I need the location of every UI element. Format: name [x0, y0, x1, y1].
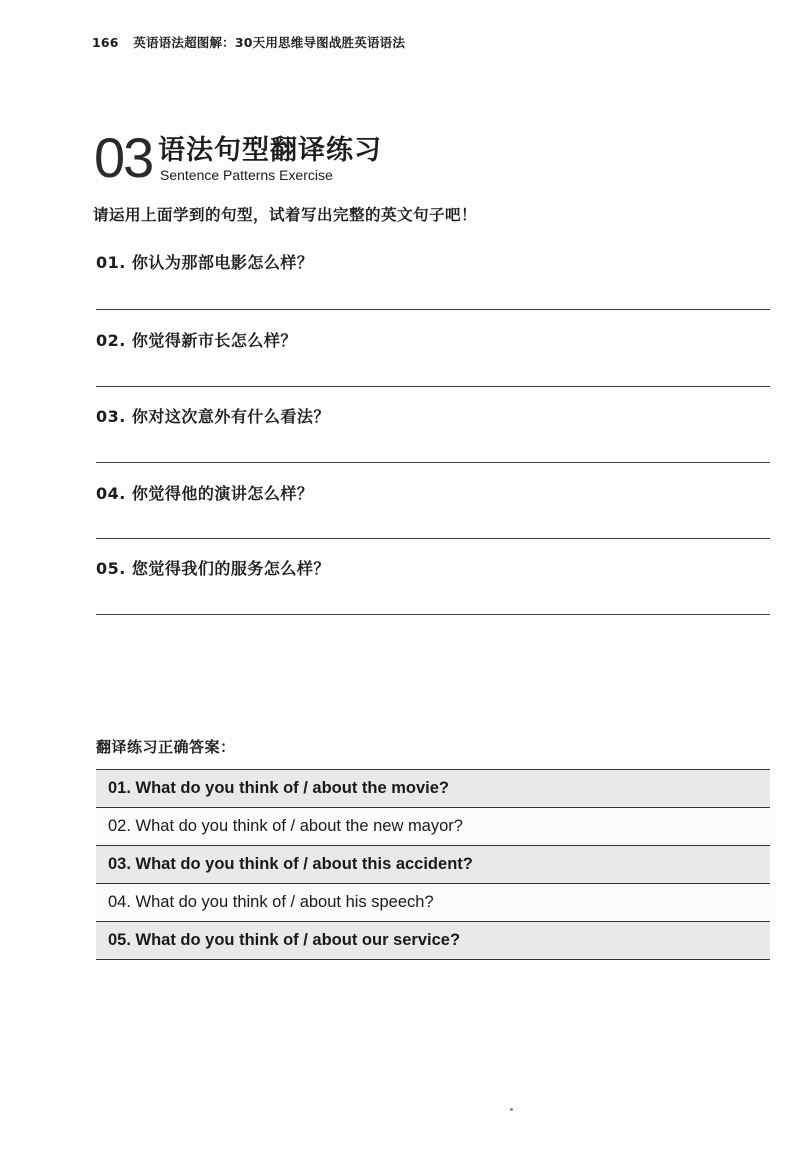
- answer-row-5: 05. What do you think of / about our service?: [96, 922, 770, 960]
- section-title-english: Sentence Patterns Exercise: [160, 167, 333, 183]
- question-4: 04. 你觉得他的演讲怎么样？: [96, 484, 314, 503]
- answer-line-1: [96, 309, 770, 310]
- answer-row-2: 02. What do you think of / about the new mayor?: [96, 808, 770, 846]
- question-2: 02. 你觉得新市长怎么样？: [96, 331, 297, 350]
- question-5: 05. 您觉得我们的服务怎么样？: [96, 559, 330, 578]
- answer-row-4: 04. What do you think of / about his speech?: [96, 884, 770, 922]
- answer-line-4: [96, 538, 770, 539]
- answer-line-5: [96, 614, 770, 615]
- answer-line-2: [96, 386, 770, 387]
- section-number: 03: [94, 126, 153, 189]
- question-1: 01. 你认为那部电影怎么样？: [96, 253, 314, 272]
- answers-heading: 翻译练习正确答案：: [96, 738, 236, 756]
- answer-row-1: 01. What do you think of / about the movie?: [96, 770, 770, 808]
- answer-row-3: 03. What do you think of / about this accident?: [96, 846, 770, 884]
- running-header: [92, 33, 405, 51]
- book-title: 英语语法超图解：30天用思维导图战胜英语语法: [133, 35, 406, 50]
- section-title-chinese: 语法句型翻译练习: [158, 135, 382, 166]
- answer-line-3: [96, 462, 770, 463]
- question-3: 03. 你对这次意外有什么看法？: [96, 407, 330, 426]
- paper-speck: [510, 1108, 513, 1111]
- instruction-text: 请运用上面学到的句型，试着写出完整的英文句子吧！: [93, 206, 478, 224]
- answer-table: [96, 769, 770, 960]
- page-number: 166: [92, 35, 119, 50]
